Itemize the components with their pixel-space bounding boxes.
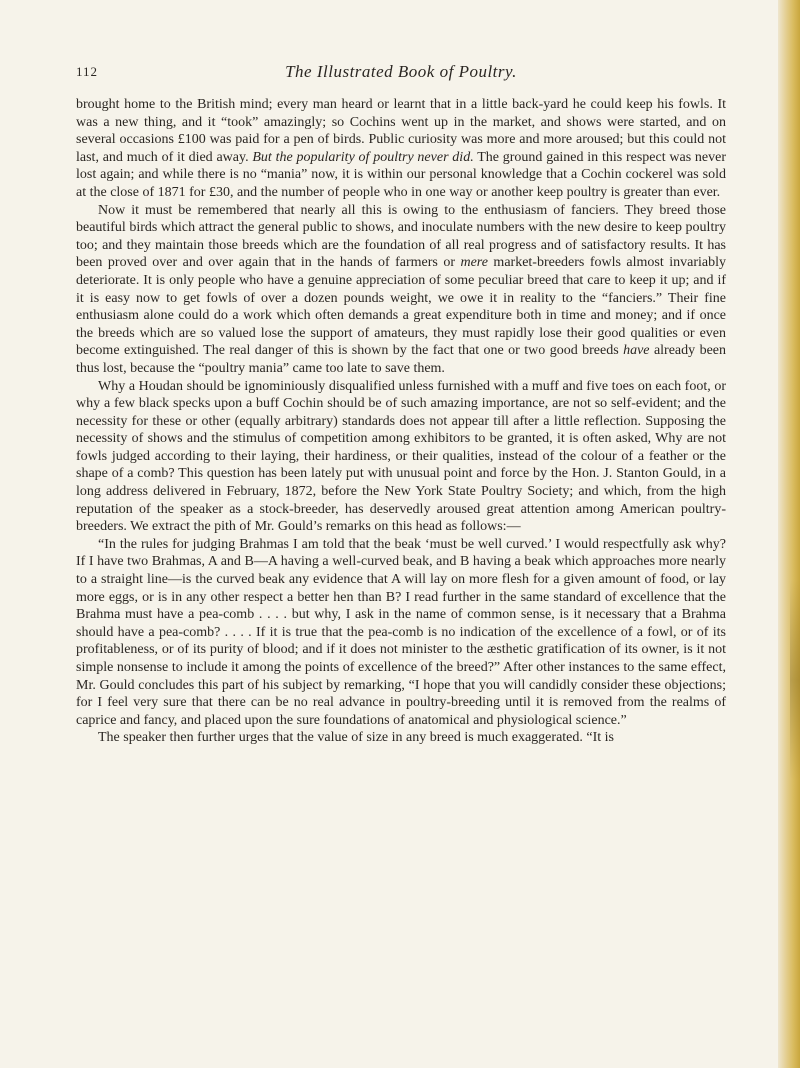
paragraph-text: brought home to the British mind; every man heard or learnt that in a little back-yard he could keep his fowls. It was a new thing, and it “took” amazingly; so Cochins went up in the market, and shows were started, and on several occasions £100 was paid for a pen of birds. Public curiosity was more and more aroused; but this could not last, and much of it died away. (76, 97, 726, 165)
page-header (76, 62, 726, 88)
paragraph-text: The speaker then further urges that the value of size in any breed is much exaggerated. “It is (98, 730, 614, 746)
paragraph-text: market-breeders fowls almost invariably deteriorate. It is only people who have a genuine appreciation of some peculiar breed that care to keep it up; and if it is easy now to get fowls of over a dozen pounds weight, we owe it in reality to the “fanciers.” Their fine enthusiasm alone could do a work which often demands a great expenditure both in time and money; and if once the breeds which are so valued lose the support of amateurs, they must rapidly lose their good qualities or even become extinguished. The real danger of this is shown by the fact that one or two good breeds (76, 255, 726, 359)
paragraph-5 (76, 729, 726, 747)
paragraph-text: The ground gained in this respect was never lost again; and while there is no “mania” now, it is within our personal knowledge that a Cochin cockerel was sold at the close of 1871 for £30, and the number of people who in one way or another keep poultry is greater than ever. (76, 149, 727, 200)
paragraph-text: “In the rules for judging Brahmas I am told that the beak ‘must be well curved.’ I would respectfully ask why? If I have two Brahmas, A and B—A having a well-curved beak, and B having a beak which approaches more nearly to a straight line—is the curved beak any evidence that A will lay on more flesh for a given amount of food, or lay more eggs, or is in any other respect a better hen than B? I read further in the same standard of excellence that the Brahma must have a pea-comb . . . . but why, I ask in the name of common sense, is it necessary that a Brahma should have a pea-comb? . . . . If it is true that the pea-comb is no indication of the excellence of a fowl, or of its profitableness, or of its purity of blood; and if it does not minister to the æsthetic gratification of its owner, is it not simple nonsense to include it among the points of excellence of the breed?” After other instances to the same effect, Mr. Gould concludes this part of his subject by remarking, “I hope that you will candidly consider these objections; for I feel very sure that there can be no real advance in poultry-breeding until it is removed from the realms of caprice and fancy, and placed upon the sure foundations of anatomical and physiological science.” (76, 536, 726, 728)
paragraph-3 (76, 378, 726, 536)
italic-emphasis: But the popularity of poultry never did. (252, 149, 474, 165)
running-title: The Illustrated Book of Poultry. (285, 62, 517, 81)
paragraph-text: Now it must be remembered that nearly all this is owing to the enthusiasm of fanciers. They breed those beautiful birds which attract the general public to shows, and inoculate numbers with the new desire to keep poultry too; and they maintain those breeds which are the foundation of all real progress and of satisfactory results. It has been proved over and over again that in the hands of farmers or (76, 202, 726, 271)
page-number: 112 (76, 64, 99, 79)
paragraph-1 (76, 96, 726, 202)
paragraph-4-quotation (76, 536, 726, 730)
page-edge-shadow (790, 580, 800, 780)
paragraph-text: already been thus lost, because the “poultry mania” came too late to save them. (76, 343, 727, 376)
italic-emphasis: mere (460, 255, 488, 271)
body-text (76, 96, 726, 747)
paragraph-2 (76, 202, 726, 378)
paragraph-text: Why a Houdan should be ignominiously disqualified unless furnished with a muff and five toes on each foot, or why a few black specks upon a buff Cochin should be of such amazing importance, are not so self-evident; and the necessity for these or other (equally arbitrary) standards does not appear till after a little reflection. Supposing the necessity of shows and the stimulus of competition among exhibitors to be granted, it is often asked, Why are not fowls judged according to their laying, their hardiness, or their qualities, instead of the colour of a feather or the shape of a comb? This question has been lately put with unusual point and force by the Hon. J. Stanton Gould, in a long address delivered in February, 1872, before the New York State Poultry Society; and which, from the high reputation of the speaker as a stock-breeder, has deservedly aroused great attention among American poultry-breeders. We extract the pith of Mr. Gould’s remarks on this head as follows:— (76, 378, 726, 535)
italic-emphasis: have (623, 343, 650, 359)
page-edge (778, 0, 800, 1068)
